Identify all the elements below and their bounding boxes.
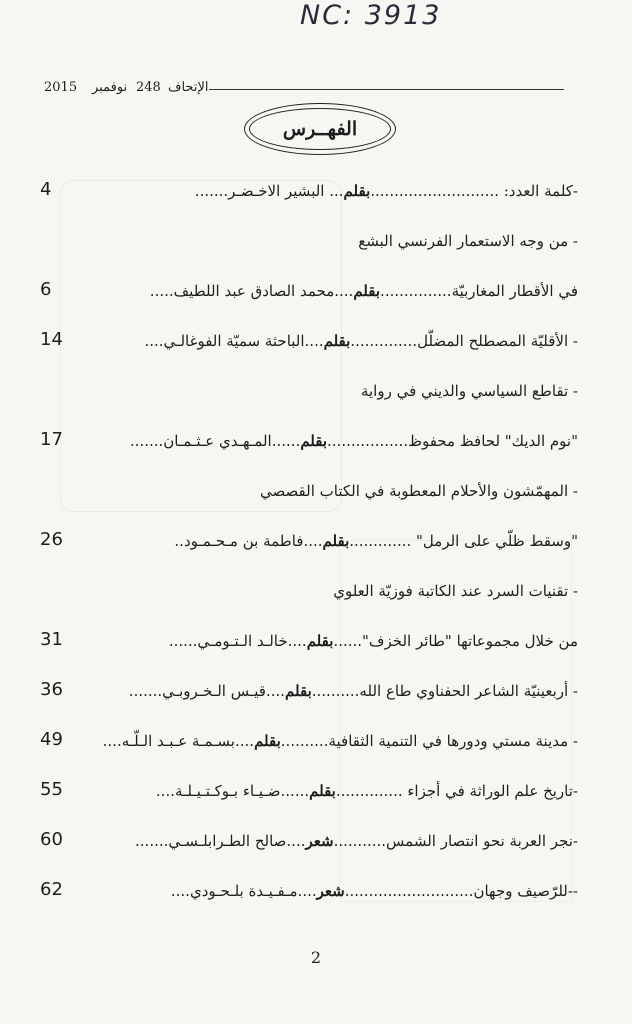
- toc-entry-author-prefix: شعر: [316, 882, 345, 900]
- toc-entry: [40, 772, 578, 802]
- toc-entry-title: [130, 432, 578, 450]
- toc-entry-title: [333, 582, 578, 600]
- toc-entry: [40, 822, 578, 852]
- toc-entry: [40, 422, 578, 452]
- toc-entry-text: - تقنيات السرد عند الكاتبة فوزيّة العلوي: [333, 582, 578, 600]
- toc-entry-page: 36: [40, 679, 63, 700]
- toc-entry-text: في الأقطار المغاربيّة...............: [380, 282, 578, 300]
- toc-entry-title: [103, 732, 578, 750]
- toc-entry-text: - الأقليّة المصطلح المضلّل..............: [350, 332, 578, 350]
- toc-entry-text: من خلال مجموعاتها "طائر الخزف"......: [333, 632, 578, 650]
- toc-entry-text: "وسقط ظلّي على الرمل" .............: [349, 532, 578, 550]
- toc-entry-text: - من وجه الاستعمار الفرنسي البشع: [358, 232, 578, 250]
- toc-entry-author-prefix: بقلم: [309, 782, 336, 800]
- toc-entry-author: ......المـهـدي عـثـمـان.......: [129, 432, 301, 450]
- toc-entry-title: [358, 232, 578, 250]
- toc-entry-page: 17: [40, 429, 63, 450]
- toc-entry: [40, 272, 578, 302]
- toc-entry-text: -تاريخ علم الوراثة في أجزاء ..............: [335, 782, 578, 800]
- toc-entry: [40, 672, 578, 702]
- toc-entry-text: -نجر العربة نحو انتصار الشمس...........: [333, 832, 578, 850]
- toc-entry-author: ....صالح الطـرابلـسـي.......: [135, 832, 306, 850]
- toc-entry-text: "نوم الديك" لحافظ محفوظ.................: [327, 432, 578, 450]
- toc-entry-page: 31: [40, 629, 63, 650]
- toc-entry-author-prefix: بقلم: [285, 682, 312, 700]
- toc-entry: [40, 172, 578, 202]
- toc-entry-page: 26: [40, 529, 63, 550]
- running-header: [44, 80, 564, 96]
- toc-entry-text: - أربعينيّة الشاعر الحفناوي طاع الله..........: [311, 682, 578, 700]
- page-number: 2: [310, 948, 322, 967]
- header-issue: 248: [136, 80, 161, 95]
- toc-entry-title: [169, 632, 578, 650]
- toc-entry-page: 55: [40, 779, 63, 800]
- toc-entry: [40, 722, 578, 752]
- toc-entry-title: [156, 782, 578, 800]
- toc-entry: [40, 322, 578, 352]
- toc-entry: [40, 472, 578, 502]
- toc-entry-author: ....خالـد الـتـومـي......: [168, 632, 307, 650]
- header-rule: [209, 89, 564, 90]
- toc-entry-author: ......ضـيـاء بـوكـتـيـلـة....: [155, 782, 310, 800]
- toc-entry-author-prefix: بقلم: [323, 332, 351, 350]
- header-magazine: الإتحاف: [168, 80, 209, 95]
- toc-entry-title: [135, 832, 578, 850]
- toc-entry-title: [174, 532, 578, 550]
- title-frame: [244, 103, 396, 155]
- toc-entry-author-prefix: بقلم: [343, 182, 371, 200]
- page-title: الفهــرس: [249, 108, 391, 150]
- toc-entry: [40, 222, 578, 252]
- toc-entry-author: ....محمد الصادق عبد اللطيف.....: [149, 282, 354, 300]
- toc-entry-author-prefix: بقلم: [353, 282, 381, 300]
- toc-entry-text: - تقاطع السياسي والديني في رواية: [360, 382, 578, 400]
- toc-entry-title: [260, 482, 578, 500]
- toc-entry-author-prefix: شعر: [305, 832, 334, 850]
- toc-entry-title: [129, 682, 578, 700]
- header-year: 2015: [44, 80, 78, 95]
- toc-entry-page: 4: [40, 179, 52, 200]
- header-month: نوفمبر: [92, 80, 128, 95]
- toc-entry-author: ....قيـس الـخـروبـي.......: [128, 682, 286, 700]
- toc-entry-page: 6: [40, 279, 52, 300]
- toc-entry-page: 60: [40, 829, 63, 850]
- toc-entry-author: ....فاطمة بن مـحـمـود..: [174, 532, 323, 550]
- toc-entry-author: ... البشير الاخـضـر.......: [194, 182, 344, 200]
- toc-entry-page: 49: [40, 729, 63, 750]
- toc-entry: [40, 572, 578, 602]
- toc-entry-page: 14: [40, 329, 63, 350]
- toc-entry-title: [195, 182, 578, 200]
- toc-entry-text: -كلمة العدد: ...........................: [370, 182, 578, 200]
- toc-entry-title: [150, 282, 578, 300]
- toc-entry-page: 62: [40, 879, 63, 900]
- toc-entry-author-prefix: بقلم: [306, 632, 334, 650]
- toc-entry-text: --للرّصيف وجهان...........................: [344, 882, 578, 900]
- toc-entry: [40, 372, 578, 402]
- toc-entry-author-prefix: بقلم: [322, 532, 350, 550]
- toc-entry-author-prefix: بقلم: [254, 732, 281, 750]
- toc-entry-title: [361, 382, 578, 400]
- toc-entry-title: [171, 882, 578, 900]
- handwritten-stamp: NC: 3913: [300, 0, 442, 31]
- toc-entry-text: - مدينة مستي ودورها في التنمية الثقافية..........: [280, 732, 578, 750]
- toc-entry-author: ....مـفـيـدة بلـحـودي....: [170, 882, 317, 900]
- toc-entry-title: [144, 332, 578, 350]
- toc-entry-author: ....بسـمـة عـبـد الـلّـه....: [102, 732, 255, 750]
- toc-entry-author: ....الباحثة سميّة الفوغالـي....: [144, 332, 324, 350]
- toc-entry: [40, 872, 578, 902]
- toc-entry-author-prefix: بقلم: [300, 432, 328, 450]
- toc-entry-text: - المهمّشون والأحلام المعطوبة في الكتاب القصصي: [260, 482, 578, 500]
- toc-entry: [40, 522, 578, 552]
- toc-entry: [40, 622, 578, 652]
